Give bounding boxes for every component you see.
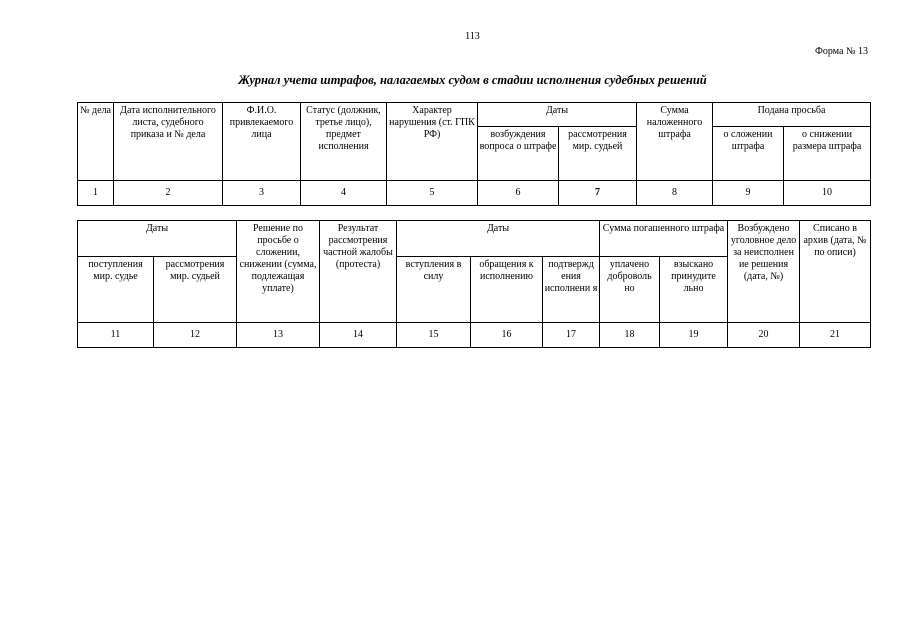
column-number: 12 xyxy=(154,323,237,348)
header-fine-amount: Сумма наложенного штрафа xyxy=(637,103,713,181)
header-paid-forced: взыскано принудите льно xyxy=(660,257,728,323)
column-number: 18 xyxy=(600,323,660,348)
header-paid-group: Сумма погашенного штрафа xyxy=(600,221,728,257)
header-writ-date: Дата исполнительного листа, судебного приказа и № дела xyxy=(114,103,223,181)
column-number: 10 xyxy=(784,181,871,206)
column-number: 9 xyxy=(713,181,784,206)
column-number: 11 xyxy=(78,323,154,348)
header-date-receipt: поступления мир. судье xyxy=(78,257,154,323)
page-number: 113 xyxy=(465,31,480,42)
header-decision: Решение по просьбе о сложении, снижении (сумма, подлежащая уплате) xyxy=(237,221,320,323)
header-date-review: рассмотрения мир. судьей xyxy=(559,127,637,181)
column-number: 7 xyxy=(559,181,637,206)
header-date-enforcement: обращения к исполнению xyxy=(471,257,543,323)
header-person-name: Ф.И.О. привлекаемого лица xyxy=(223,103,301,181)
column-number: 21 xyxy=(800,323,871,348)
header-criminal-case: Возбуждено уголовное дело за неисполнен ие решения (дата, №) xyxy=(728,221,800,323)
header-violation: Характер нарушения (ст. ГПК РФ) xyxy=(387,103,478,181)
header-date-effective: вступления в силу xyxy=(397,257,471,323)
header-date-review-2: рассмотрения мир. судьей xyxy=(154,257,237,323)
column-number: 17 xyxy=(543,323,600,348)
column-number: 13 xyxy=(237,323,320,348)
header-date-confirmation: подтвержд ения исполнени я xyxy=(543,257,600,323)
fines-journal-table-part-2 xyxy=(77,220,871,348)
column-number: 20 xyxy=(728,323,800,348)
column-number: 2 xyxy=(114,181,223,206)
column-number: 6 xyxy=(478,181,559,206)
column-number: 16 xyxy=(471,323,543,348)
header-request-waiver: о сложении штрафа xyxy=(713,127,784,181)
header-date-initiation: возбуждения вопроса о штрафе xyxy=(478,127,559,181)
column-number: 8 xyxy=(637,181,713,206)
header-dates-group-b: Даты xyxy=(397,221,600,257)
header-archived: Списано в архив (дата, № по описи) xyxy=(800,221,871,323)
column-number: 19 xyxy=(660,323,728,348)
column-number: 4 xyxy=(301,181,387,206)
header-paid-voluntary: уплачено доброволь но xyxy=(600,257,660,323)
column-number: 1 xyxy=(78,181,114,206)
document-title: Журнал учета штрафов, налагаемых судом в стадии исполнения судебных решений xyxy=(238,73,707,87)
column-number: 5 xyxy=(387,181,478,206)
header-dates-group-a: Даты xyxy=(78,221,237,257)
header-case-number: № дела xyxy=(78,103,114,181)
header-status: Статус (должник, третье лицо), предмет исполнения xyxy=(301,103,387,181)
header-appeal-result: Результат рассмотрения частной жалобы (протеста) xyxy=(320,221,397,323)
column-number: 14 xyxy=(320,323,397,348)
header-request-reduction: о снижении размера штрафа xyxy=(784,127,871,181)
header-dates-group: Даты xyxy=(478,103,637,127)
fines-journal-table-part-1 xyxy=(77,102,871,206)
form-number: Форма № 13 xyxy=(815,46,868,57)
column-number: 3 xyxy=(223,181,301,206)
column-number: 15 xyxy=(397,323,471,348)
header-request-group: Подана просьба xyxy=(713,103,871,127)
